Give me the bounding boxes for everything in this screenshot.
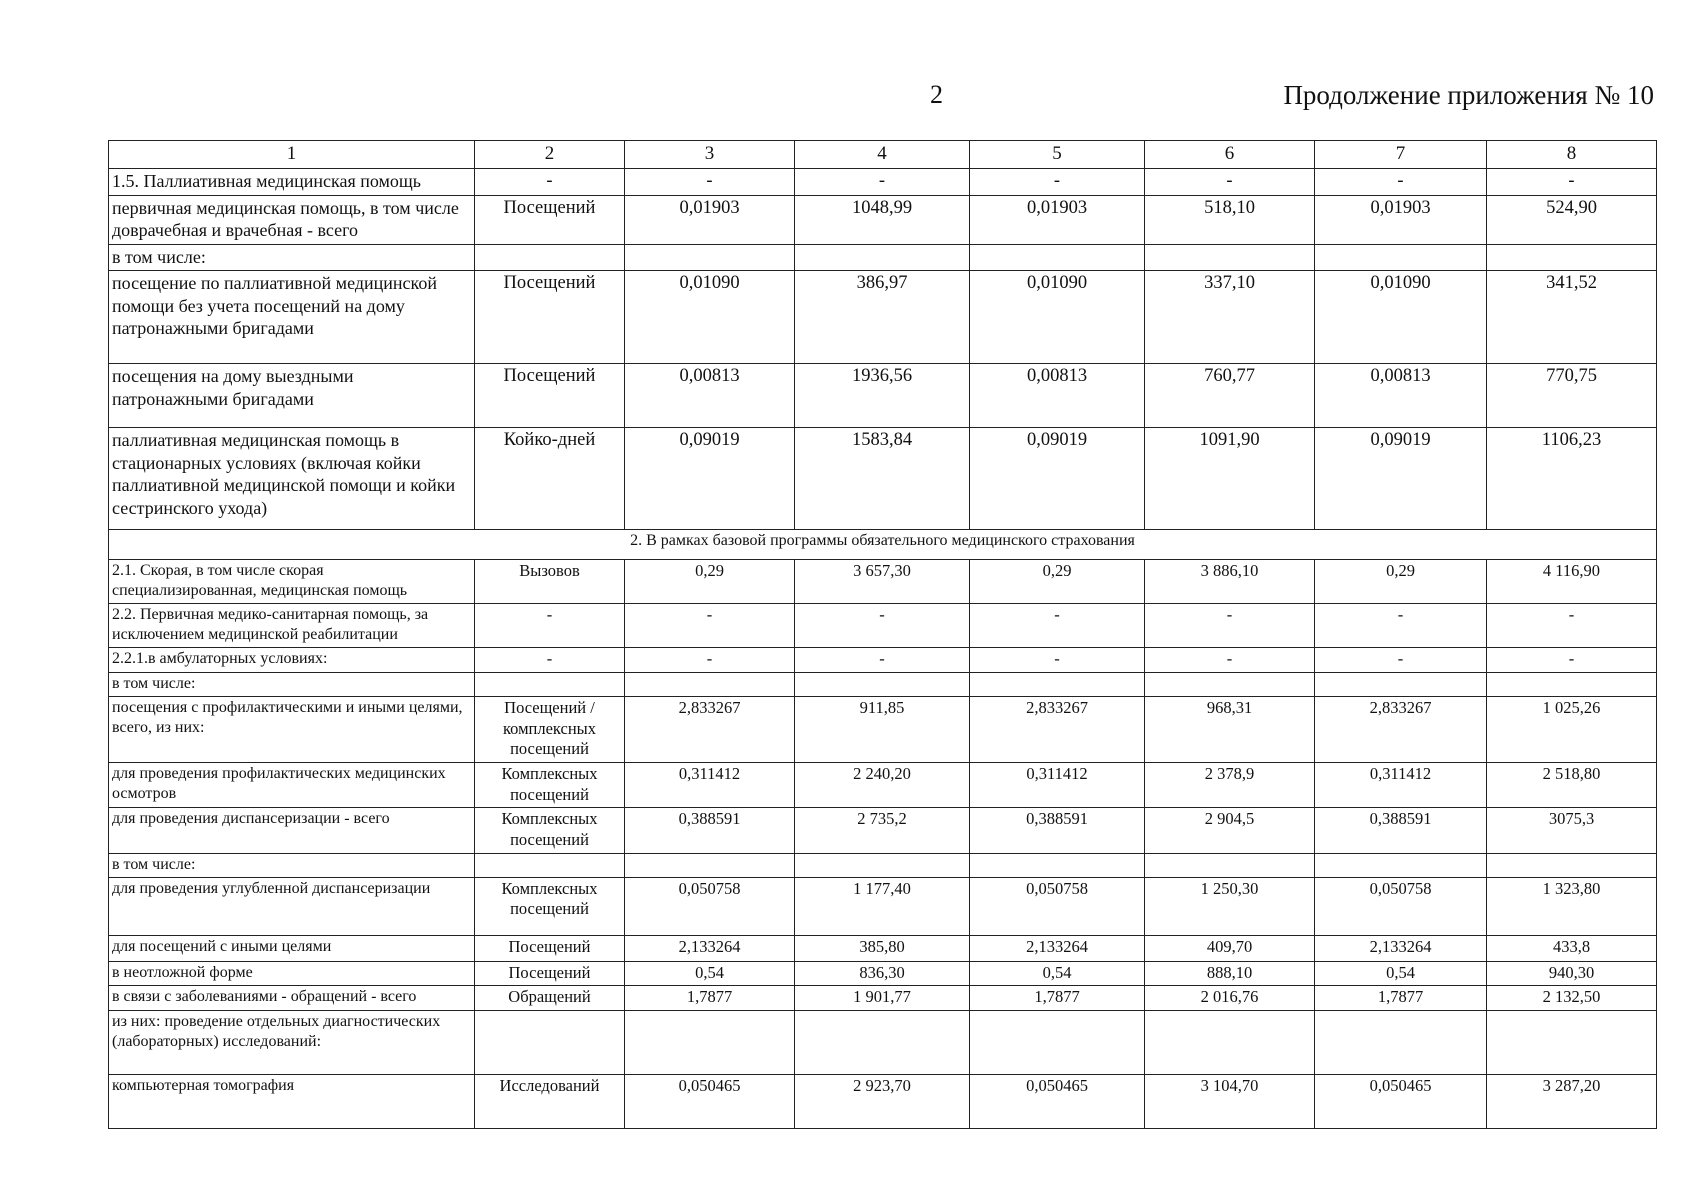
row-value: 386,97 [795,271,970,364]
row-label: в неотложной форме [109,961,475,986]
row-value: 433,8 [1487,935,1657,961]
row-value: 1 323,80 [1487,877,1657,935]
row-value: 2 132,50 [1487,986,1657,1011]
row-value: 1,7877 [625,986,795,1011]
row-label: из них: проведение отдельных диагностических (лабораторных) исследований: [109,1010,475,1074]
column-header: 7 [1315,141,1487,169]
table-row [109,853,1657,877]
row-value: 2 923,70 [795,1074,970,1128]
row-value: 2 518,80 [1487,763,1657,808]
row-value: 0,01903 [970,195,1145,244]
row-value [1145,1010,1315,1074]
row-value: 0,050465 [1315,1074,1487,1128]
appendix-continuation-heading: Продолжение приложения № 10 [1283,80,1654,110]
row-value [795,853,970,877]
row-value: 0,388591 [625,808,795,853]
row-value: 770,75 [1487,364,1657,428]
row-value: - [795,648,970,673]
table-row [109,244,1657,271]
row-value: - [1315,604,1487,648]
row-value [1145,673,1315,697]
row-value: - [625,604,795,648]
row-unit: Посещений [475,364,625,428]
row-value: 2 378,9 [1145,763,1315,808]
row-value: 0,311412 [970,763,1145,808]
row-value [625,673,795,697]
row-value: 1106,23 [1487,428,1657,530]
row-value: 2,133264 [970,935,1145,961]
tariff-table [108,140,1657,1129]
table-row [109,648,1657,673]
row-label: в том числе: [109,244,475,271]
row-unit [475,1010,625,1074]
row-value: 2,833267 [1315,697,1487,763]
row-value: 1936,56 [795,364,970,428]
row-value: 2,133264 [1315,935,1487,961]
row-value: 518,10 [1145,195,1315,244]
row-value: 4 116,90 [1487,560,1657,604]
row-value: 2,833267 [970,697,1145,763]
row-value: 1 025,26 [1487,697,1657,763]
row-value: 409,70 [1145,935,1315,961]
row-value [1145,853,1315,877]
row-value: - [795,604,970,648]
row-value: - [795,168,970,195]
row-label: для проведения диспансеризации - всего [109,808,475,853]
row-value: 3075,3 [1487,808,1657,853]
row-unit: Посещений /комплексных посещений [475,697,625,763]
table-row [109,961,1657,986]
table-row [109,271,1657,364]
page-number: 2 [930,80,943,109]
row-value [1315,853,1487,877]
row-label: в том числе: [109,853,475,877]
row-value [795,673,970,697]
row-value: 1091,90 [1145,428,1315,530]
row-value: 385,80 [795,935,970,961]
row-label: посещения с профилактическими и иными целями, всего, из них: [109,697,475,763]
row-value: 0,09019 [970,428,1145,530]
row-value [1487,673,1657,697]
table-row [109,1010,1657,1074]
row-value: 0,050465 [625,1074,795,1128]
row-value [1487,853,1657,877]
row-value: 0,050465 [970,1074,1145,1128]
table-row [109,986,1657,1011]
row-value: 0,01090 [970,271,1145,364]
row-value: - [1315,168,1487,195]
row-value: 0,00813 [625,364,795,428]
row-label: компьютерная томография [109,1074,475,1128]
row-value: 2 240,20 [795,763,970,808]
row-value: - [970,648,1145,673]
table-row [109,673,1657,697]
row-label: 2.1. Скорая, в том числе скорая специализированная, медицинская помощь [109,560,475,604]
row-unit: Посещений [475,271,625,364]
row-label: для проведения профилактических медицинских осмотров [109,763,475,808]
table-row [109,195,1657,244]
row-unit: - [475,648,625,673]
table-row [109,808,1657,853]
row-value: 940,30 [1487,961,1657,986]
row-value: 0,54 [1315,961,1487,986]
row-value [1315,244,1487,271]
row-value: 0,54 [625,961,795,986]
row-label: в том числе: [109,673,475,697]
row-value: 0,00813 [970,364,1145,428]
section-title: 2. В рамках базовой программы обязательного медицинского страхования [109,530,1657,560]
row-value: - [1145,648,1315,673]
row-value: - [970,604,1145,648]
row-value: 524,90 [1487,195,1657,244]
row-value [625,244,795,271]
row-value [970,673,1145,697]
row-value [970,853,1145,877]
row-unit: Вызовов [475,560,625,604]
row-value: 968,31 [1145,697,1315,763]
row-value: - [625,648,795,673]
row-value: 0,050758 [970,877,1145,935]
row-unit [475,673,625,697]
row-value: 3 886,10 [1145,560,1315,604]
row-value: 0,01903 [625,195,795,244]
row-value: 911,85 [795,697,970,763]
table-row [109,1074,1657,1128]
row-label: для посещений с иными целями [109,935,475,961]
row-unit [475,244,625,271]
row-value: 0,09019 [625,428,795,530]
row-unit: Комплексных посещений [475,808,625,853]
table-row [109,763,1657,808]
row-value: 3 104,70 [1145,1074,1315,1128]
row-unit: Посещений [475,935,625,961]
row-unit: Обращений [475,986,625,1011]
row-value: - [970,168,1145,195]
column-header: 1 [109,141,475,169]
row-unit: Посещений [475,961,625,986]
row-unit: Комплексных посещений [475,763,625,808]
table-row [109,168,1657,195]
row-value [1487,1010,1657,1074]
row-unit: Посещений [475,195,625,244]
row-value: 1,7877 [1315,986,1487,1011]
row-label: 2.2. Первичная медико-санитарная помощь, за исключением медицинской реабилитации [109,604,475,648]
row-label: 2.2.1.в амбулаторных условиях: [109,648,475,673]
table-row [109,428,1657,530]
row-unit: Исследований [475,1074,625,1128]
row-value: 760,77 [1145,364,1315,428]
row-value: 0,54 [970,961,1145,986]
row-label: для проведения углубленной диспансеризации [109,877,475,935]
row-value: - [1487,648,1657,673]
row-value: 2,833267 [625,697,795,763]
row-value: 341,52 [1487,271,1657,364]
row-value: 3 657,30 [795,560,970,604]
row-unit: Комплексных посещений [475,877,625,935]
row-value: 0,050758 [625,877,795,935]
row-value [1315,1010,1487,1074]
row-value: 0,050758 [1315,877,1487,935]
column-header: 6 [1145,141,1315,169]
row-value [795,244,970,271]
column-header: 2 [475,141,625,169]
row-value: 2 735,2 [795,808,970,853]
row-value: 0,29 [1315,560,1487,604]
row-value [1487,244,1657,271]
row-label: посещения на дому выездными патронажными бригадами [109,364,475,428]
row-unit: Койко-дней [475,428,625,530]
column-header: 5 [970,141,1145,169]
row-label: 1.5. Паллиативная медицинская помощь [109,168,475,195]
row-value: 0,311412 [625,763,795,808]
row-value: 2,133264 [625,935,795,961]
row-label: посещение по паллиативной медицинской помощи без учета посещений на дому патронажными бригадами [109,271,475,364]
row-value: - [1145,604,1315,648]
row-value: 1 901,77 [795,986,970,1011]
row-value: 1048,99 [795,195,970,244]
row-value: 1,7877 [970,986,1145,1011]
table-row [109,877,1657,935]
row-value: - [1315,648,1487,673]
row-value: - [1145,168,1315,195]
row-value: 0,01903 [1315,195,1487,244]
row-unit [475,853,625,877]
row-value: 0,29 [970,560,1145,604]
row-value [795,1010,970,1074]
row-value: 0,09019 [1315,428,1487,530]
column-header: 8 [1487,141,1657,169]
row-label: в связи с заболеваниями - обращений - всего [109,986,475,1011]
row-value: 2 904,5 [1145,808,1315,853]
row-value: 0,311412 [1315,763,1487,808]
row-value [970,1010,1145,1074]
row-value: 1 250,30 [1145,877,1315,935]
row-value: 2 016,76 [1145,986,1315,1011]
column-number-row [109,141,1657,169]
row-value [1315,673,1487,697]
row-label: паллиативная медицинская помощь в стационарных условиях (включая койки паллиативной медицинской помощи и койки сестринского ухода) [109,428,475,530]
row-value: - [1487,604,1657,648]
row-value: 0,388591 [970,808,1145,853]
row-unit: - [475,604,625,648]
table-row [109,604,1657,648]
column-header: 3 [625,141,795,169]
table-row [109,560,1657,604]
table-row [109,697,1657,763]
row-value: - [625,168,795,195]
row-value [970,244,1145,271]
row-value: 0,01090 [625,271,795,364]
row-value [1145,244,1315,271]
row-value: 0,388591 [1315,808,1487,853]
row-value: 836,30 [795,961,970,986]
row-value [625,1010,795,1074]
row-value: 1 177,40 [795,877,970,935]
row-value: 337,10 [1145,271,1315,364]
row-value [625,853,795,877]
row-value: 0,00813 [1315,364,1487,428]
table-row [109,935,1657,961]
row-value: 0,29 [625,560,795,604]
table-row [109,364,1657,428]
row-value: 888,10 [1145,961,1315,986]
row-unit: - [475,168,625,195]
column-header: 4 [795,141,970,169]
row-value: 1583,84 [795,428,970,530]
row-value: 0,01090 [1315,271,1487,364]
row-value: 3 287,20 [1487,1074,1657,1128]
row-label: первичная медицинская помощь, в том числе доврачебная и врачебная - всего [109,195,475,244]
section-header-row [109,530,1657,560]
row-value: - [1487,168,1657,195]
